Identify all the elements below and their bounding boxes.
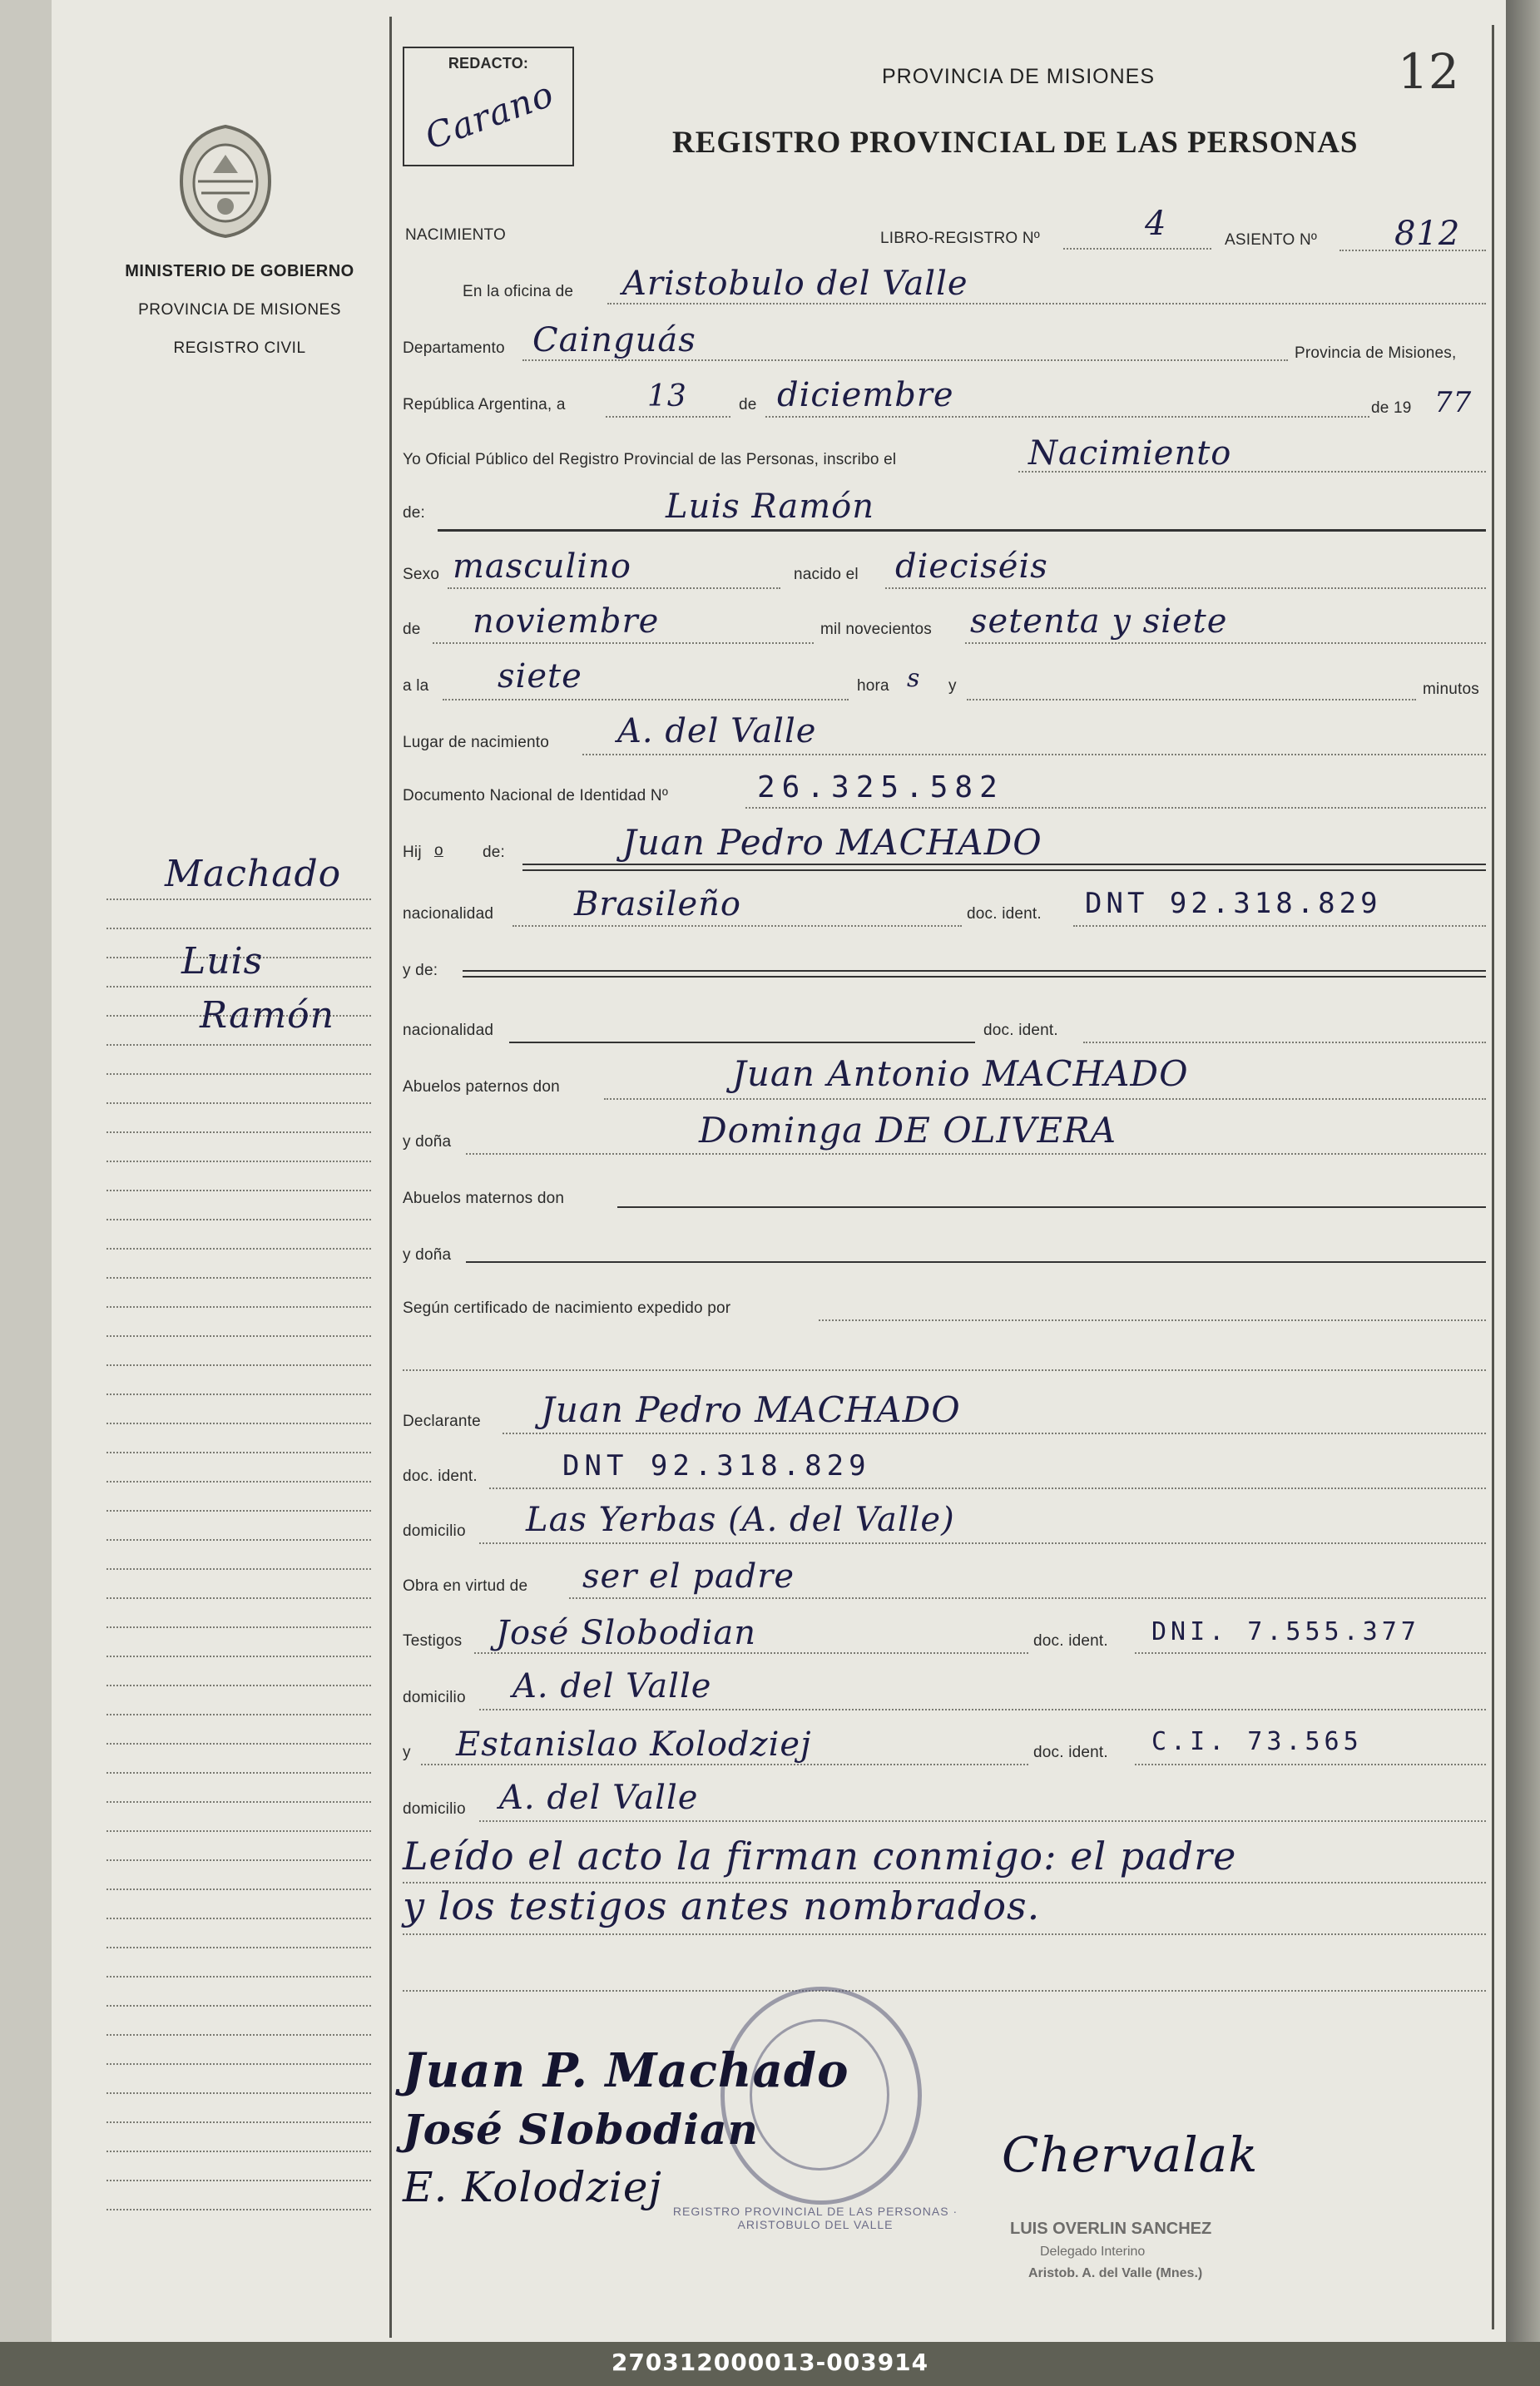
- margin-rule-line: [106, 1481, 371, 1483]
- signature-official: Chervalak: [1002, 2126, 1259, 2183]
- mil-value: setenta y siete: [970, 602, 1228, 641]
- margin-rule-line: [106, 1452, 371, 1453]
- stamp-text: REGISTRO PROVINCIAL DE LAS PERSONAS · ARISTOBULO DEL VALLE: [672, 2205, 958, 2231]
- dni-label: Documento Nacional de Identidad Nº: [403, 787, 668, 804]
- margin-rule-line: [106, 1656, 371, 1657]
- margin-note-surname: Machado: [165, 853, 342, 895]
- dni-value: 26.325.582: [757, 770, 1004, 804]
- left-margin-rule: [389, 17, 392, 2338]
- year-value: 77: [1434, 386, 1473, 419]
- doc-ident-label: doc. ident.: [967, 905, 1042, 923]
- nacionalidad-label: nacionalidad: [403, 905, 494, 923]
- de-mes-label: de: [403, 621, 421, 638]
- margin-rule-line: [106, 1423, 371, 1424]
- nacionalidad2-label: nacionalidad: [403, 1022, 494, 1039]
- decl-doc-value: DNT 92.318.829: [562, 1449, 871, 1483]
- margin-rule-line: [106, 1073, 371, 1075]
- redacto-box: [403, 47, 574, 166]
- libro-label: LIBRO-REGISTRO Nº: [880, 230, 1040, 247]
- margin-rule-line: [106, 1685, 371, 1686]
- margin-rule-line: [106, 1190, 371, 1191]
- right-margin-rule: [1492, 25, 1494, 2329]
- book-binding: [1506, 0, 1540, 2386]
- header-province: PROVINCIA DE MISIONES: [882, 65, 1156, 88]
- dom2-label: domicilio: [403, 1800, 466, 1818]
- margin-rule-line: [106, 1976, 371, 1978]
- hora-label: hora: [857, 677, 889, 695]
- domicilio-label: domicilio: [403, 1522, 466, 1540]
- doc-ident2-label: doc. ident.: [983, 1022, 1058, 1039]
- margin-rule-line: [106, 1248, 371, 1250]
- margin-rule-line: [106, 1947, 371, 1948]
- test2-doc-value: C.I. 73.565: [1151, 1727, 1363, 1756]
- y-dona-label: y doña: [403, 1133, 452, 1151]
- signature-witness-1: José Slobodian: [403, 2105, 759, 2154]
- hijo-de-label: de:: [483, 844, 506, 861]
- margin-rule-line: [106, 2092, 371, 2094]
- official-role: Delegado Interino: [1040, 2245, 1146, 2259]
- minutos-label: minutos: [1423, 681, 1479, 698]
- closing-line-1: Leído el acto la firman conmigo: el padre: [403, 1834, 1237, 1879]
- margin-rule-line: [106, 1393, 371, 1395]
- oficina-label: En la oficina de: [463, 283, 574, 300]
- hora-value: s: [907, 664, 921, 693]
- declarante-label: Declarante: [403, 1413, 481, 1430]
- margin-rule-line: [106, 1131, 371, 1133]
- test1-doc-label: doc. ident.: [1033, 1632, 1108, 1650]
- sexo-value: masculino: [453, 547, 631, 586]
- margin-rule-line: [106, 1306, 371, 1308]
- margin-rule-line: [106, 1277, 371, 1279]
- departamento-label: Departamento: [403, 339, 505, 357]
- decl-doc-label: doc. ident.: [403, 1468, 478, 1485]
- margin-rule-line: [106, 1801, 371, 1803]
- testigos-label: Testigos: [403, 1632, 463, 1650]
- dom1-label: domicilio: [403, 1689, 466, 1706]
- margin-rule-line: [106, 2151, 371, 2152]
- inscribo-value: Nacimiento: [1028, 434, 1232, 473]
- header-title: REGISTRO PROVINCIAL DE LAS PERSONAS: [672, 126, 1359, 160]
- oficina-value: Aristobulo del Valle: [622, 265, 968, 303]
- dia-value: 13: [647, 379, 687, 413]
- de-year-label: de 19: [1371, 399, 1412, 417]
- margin-rule-line: [106, 1219, 371, 1220]
- margin-rule-line: [106, 1772, 371, 1774]
- asiento-value: 812: [1394, 215, 1461, 253]
- margin-rule-line: [106, 1510, 371, 1512]
- official-name: LUIS OVERLIN SANCHEZ: [1010, 2220, 1212, 2238]
- padre-doc-value: DNT 92.318.829: [1085, 887, 1382, 920]
- test2-doc-label: doc. ident.: [1033, 1744, 1108, 1761]
- padre-value: Juan Pedro MACHADO: [622, 822, 1042, 863]
- abuelo-pat-value: Juan Antonio MACHADO: [732, 1053, 1189, 1094]
- obra-value: ser el padre: [582, 1557, 795, 1596]
- testigo1-value: José Slobodian: [496, 1614, 757, 1652]
- redacto-label: REDACTO:: [448, 55, 529, 72]
- provincia-suffix: Provincia de Misiones,: [1295, 344, 1457, 362]
- certificado-label: Según certificado de nacimiento expedido por: [403, 1299, 731, 1317]
- sexo-label: Sexo: [403, 566, 440, 583]
- margin-rule-line: [106, 1161, 371, 1162]
- nacido-mes-value: noviembre: [473, 602, 660, 641]
- y-dona2-label: y doña: [403, 1246, 452, 1264]
- mes-value: diciembre: [777, 376, 954, 414]
- coat-of-arms-icon: [176, 123, 275, 240]
- ministry-label: MINISTERIO DE GOBIERNO: [125, 262, 354, 280]
- nacido-label: nacido el: [794, 566, 859, 583]
- y-label: y: [948, 677, 957, 695]
- margin-rule-line: [106, 928, 371, 929]
- margin-rule-line: [106, 2034, 371, 2036]
- margin-rule-line: [106, 2180, 371, 2181]
- margin-rule-line: [106, 1918, 371, 1919]
- margin-rule-line: [106, 1626, 371, 1628]
- margin-rule-line: [106, 2209, 371, 2210]
- margin-rule-line: [106, 1102, 371, 1104]
- departamento-value: Cainguás: [532, 321, 696, 359]
- republica-label: República Argentina, a: [403, 396, 566, 413]
- margin-rule-line: [106, 1364, 371, 1366]
- lugar-value: A. del Valle: [617, 712, 817, 750]
- abuela-pat-value: Dominga DE OLIVERA: [699, 1110, 1117, 1151]
- oficial-label: Yo Oficial Público del Registro Provincial de las Personas, inscribo el: [403, 451, 897, 468]
- margin-rule-line: [106, 1568, 371, 1570]
- de-name-label: de:: [403, 504, 426, 522]
- test1-doc-value: DNI. 7.555.377: [1151, 1617, 1420, 1646]
- de-label: de: [739, 396, 757, 413]
- margin-rule-line: [106, 898, 371, 900]
- margin-rule-line: [106, 1830, 371, 1832]
- abuelos-pat-label: Abuelos paternos don: [403, 1078, 560, 1096]
- declarante-value: Juan Pedro MACHADO: [541, 1389, 961, 1430]
- a-la-label: a la: [403, 677, 429, 695]
- nacionalidad-value: Brasileño: [574, 885, 741, 923]
- margin-rule-line: [106, 1335, 371, 1337]
- signature-father: Juan P. Machado: [403, 2043, 849, 2098]
- province-label: PROVINCIA DE MISIONES: [138, 301, 341, 319]
- margin-rule-line: [106, 1044, 371, 1046]
- margin-rule-line: [106, 1743, 371, 1745]
- nacimiento-label: NACIMIENTO: [405, 226, 506, 244]
- registry-label: REGISTRO CIVIL: [173, 339, 306, 357]
- margin-rule-line: [106, 2121, 371, 2123]
- y2-label: y: [403, 1744, 411, 1761]
- abuelos-mat-label: Abuelos maternos don: [403, 1190, 565, 1207]
- margin-rule-line: [106, 2005, 371, 2007]
- lugar-label: Lugar de nacimiento: [403, 734, 549, 751]
- margin-rule-line: [106, 1889, 371, 1890]
- y-de-label: y de:: [403, 962, 438, 979]
- mil-label: mil novecientos: [820, 621, 932, 638]
- document-id: 270312000013-003914: [611, 2349, 929, 2376]
- nacido-value: dieciséis: [895, 547, 1048, 586]
- asiento-label: ASIENTO Nº: [1225, 231, 1317, 249]
- a-la-value: siete: [498, 657, 582, 696]
- name-value: Luis Ramón: [666, 488, 875, 526]
- domicilio-value: Las Yerbas (A. del Valle): [526, 1501, 955, 1539]
- redacto-signature: Carano: [419, 73, 560, 157]
- dom2-value: A. del Valle: [499, 1779, 699, 1817]
- official-place: Aristob. A. del Valle (Mnes.): [1028, 2266, 1203, 2280]
- margin-note-name2: Ramón: [200, 994, 334, 1037]
- margin-rule-line: [106, 1539, 371, 1541]
- obra-label: Obra en virtud de: [403, 1577, 528, 1595]
- signature-witness-2: E. Kolodziej: [403, 2163, 662, 2211]
- hijo-label: Hij: [403, 844, 422, 861]
- margin-note-name: Luis: [181, 940, 264, 983]
- closing-line-2: y los testigos antes nombrados.: [403, 1884, 1041, 1928]
- testigo2-value: Estanislao Kolodziej: [456, 1725, 812, 1764]
- margin-rule-line: [106, 1859, 371, 1861]
- page-number: 12: [1398, 43, 1459, 100]
- margin-rule-line: [106, 1714, 371, 1715]
- libro-value: 4: [1145, 205, 1167, 243]
- hijo-suffix: o: [434, 842, 443, 859]
- margin-rule-line: [106, 1597, 371, 1599]
- dom1-value: A. del Valle: [513, 1667, 712, 1705]
- margin-rule-line: [106, 2063, 371, 2065]
- margin-rule-line: [106, 986, 371, 988]
